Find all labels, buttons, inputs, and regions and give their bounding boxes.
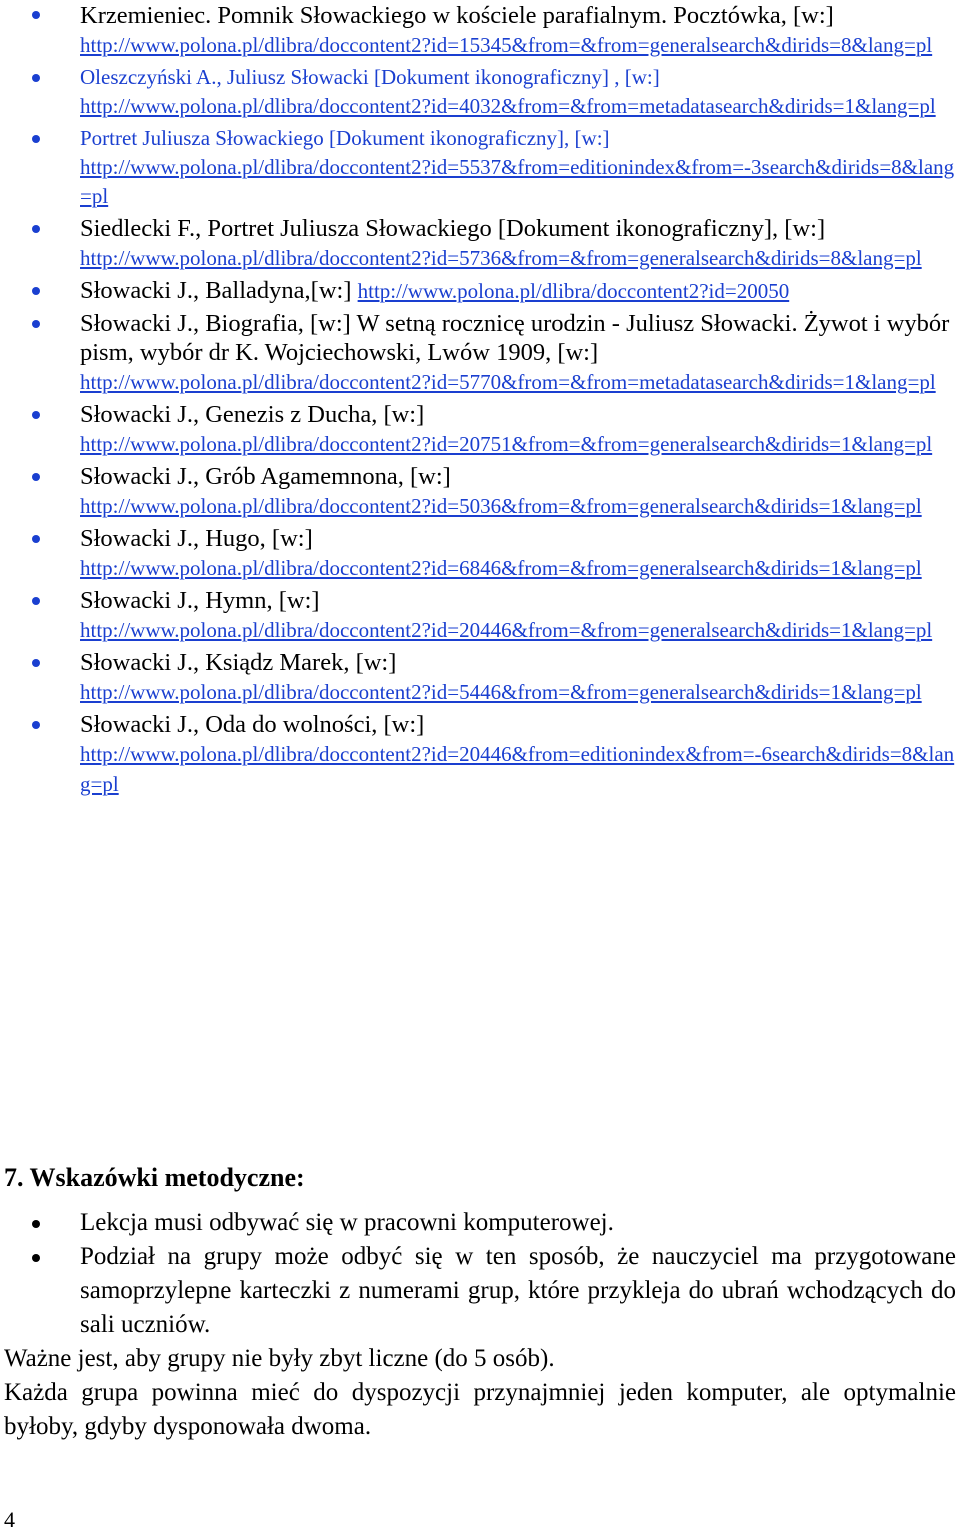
tips-list [0,1206,960,1342]
reference-item [0,710,960,799]
bullet-icon [32,11,40,19]
bullet-icon [32,287,40,295]
reference-label: Siedlecki F., Portret Juliusza Słowackiego [Dokument ikonograficzny], [w:] [80,215,826,242]
page-number: 4 [4,1507,15,1532]
reference-label: Słowacki J., Hymn, [w:] [80,587,320,614]
reference-label: Krzemieniec. Pomnik Słowackiego w kościele parafialnym. Pocztówka, [w:] [80,2,834,29]
reference-label: Słowacki J., Balladyna,[w:] [80,277,352,304]
reference-item [0,586,960,645]
reference-item [0,524,960,583]
reference-link[interactable]: http://www.polona.pl/dlibra/doccontent2?id=20751&from=&from=generalsearch&dirids=1&lang=pl [80,432,933,456]
reference-label: Portret Juliusza Słowackiego [Dokument ikonograficzny], [w:] [80,126,610,150]
bullet-icon [32,1254,40,1262]
reference-link[interactable]: http://www.polona.pl/dlibra/doccontent2?id=6846&from=&from=generalsearch&dirids=1&lang=pl [80,556,922,580]
tip-item [0,1240,960,1342]
reference-item [0,648,960,707]
reference-link[interactable]: http://www.polona.pl/dlibra/doccontent2?id=20446&from=editionindex&from=-6search&dirids=8&lang=pl [80,742,955,796]
bullet-icon [32,1220,40,1228]
bullet-icon [32,659,40,667]
reference-label: Słowacki J., Genezis z Ducha, [w:] [80,401,425,428]
reference-label: Oleszczyński A., Juliusz Słowacki [Dokument ikonograficzny] , [w:] [80,65,660,89]
reference-link[interactable]: http://www.polona.pl/dlibra/doccontent2?id=4032&from=&from=metadatasearch&dirids=1&lang=pl [80,94,936,118]
tip-text: Lekcja musi odbywać się w pracowni komputerowej. [80,1209,614,1236]
bullet-icon [32,135,40,143]
reference-link[interactable]: http://www.polona.pl/dlibra/doccontent2?id=5537&from=editionindex&from=-3search&dirids=8&lang=pl [80,155,955,208]
reference-item [0,462,960,521]
bullet-icon [32,535,40,543]
reference-link[interactable]: http://www.polona.pl/dlibra/doccontent2?id=15345&from=&from=generalsearch&dirids=8&lang=pl [80,33,933,57]
reference-item [0,124,960,211]
reference-label: Słowacki J., Biografia, [w:] W setną rocznicę urodzin - Juliusz Słowacki. Żywot i wybór pism, wybór dr K. Wojciechowski, Lwów 1909, [w:] [80,310,950,366]
tip-text: Podział na grupy może odbyć się w ten sposób, że nauczyciel ma przygotowane samoprzylepne karteczki z numerami grup, które przykleja do ubrań wchodzących do sali uczniów. [80,1243,956,1338]
reference-label: Słowacki J., Grób Agamemnona, [w:] [80,463,451,490]
reference-item [0,63,960,121]
paragraph: Ważne jest, aby grupy nie były zbyt liczne (do 5 osób). [4,1345,555,1372]
section-heading: 7. Wskazówki metodyczne: [4,1163,305,1192]
reference-item [0,309,960,397]
bullet-icon [32,320,40,328]
bullet-icon [32,74,40,82]
reference-link[interactable]: http://www.polona.pl/dlibra/doccontent2?id=20446&from=&from=generalsearch&dirids=1&lang=pl [80,618,933,642]
reference-link[interactable]: http://www.polona.pl/dlibra/doccontent2?id=20050 [357,279,790,303]
reference-link[interactable]: http://www.polona.pl/dlibra/doccontent2?id=5446&from=&from=generalsearch&dirids=1&lang=pl [80,680,922,704]
reference-item [0,400,960,459]
reference-link[interactable]: http://www.polona.pl/dlibra/doccontent2?id=5036&from=&from=generalsearch&dirids=1&lang=pl [80,494,922,518]
tip-item [0,1206,960,1240]
paragraph: Każda grupa powinna mieć do dyspozycji przynajmniej jeden komputer, ale optymalnie byłoby, gdyby dysponowała dwoma. [4,1379,956,1440]
reference-link[interactable]: http://www.polona.pl/dlibra/doccontent2?id=5770&from=&from=metadatasearch&dirids=1&lang=pl [80,370,936,394]
reference-label: Słowacki J., Oda do wolności, [w:] [80,711,425,738]
bullet-icon [32,225,40,233]
reference-item [0,276,960,306]
reference-label: Słowacki J., Hugo, [w:] [80,525,313,552]
reference-link[interactable]: http://www.polona.pl/dlibra/doccontent2?id=5736&from=&from=generalsearch&dirids=8&lang=pl [80,246,922,270]
reference-item [0,0,960,60]
reference-item [0,214,960,273]
reference-label: Słowacki J., Ksiądz Marek, [w:] [80,649,397,676]
bullet-icon [32,411,40,419]
bullet-icon [32,473,40,481]
bullet-icon [32,721,40,729]
bullet-icon [32,597,40,605]
